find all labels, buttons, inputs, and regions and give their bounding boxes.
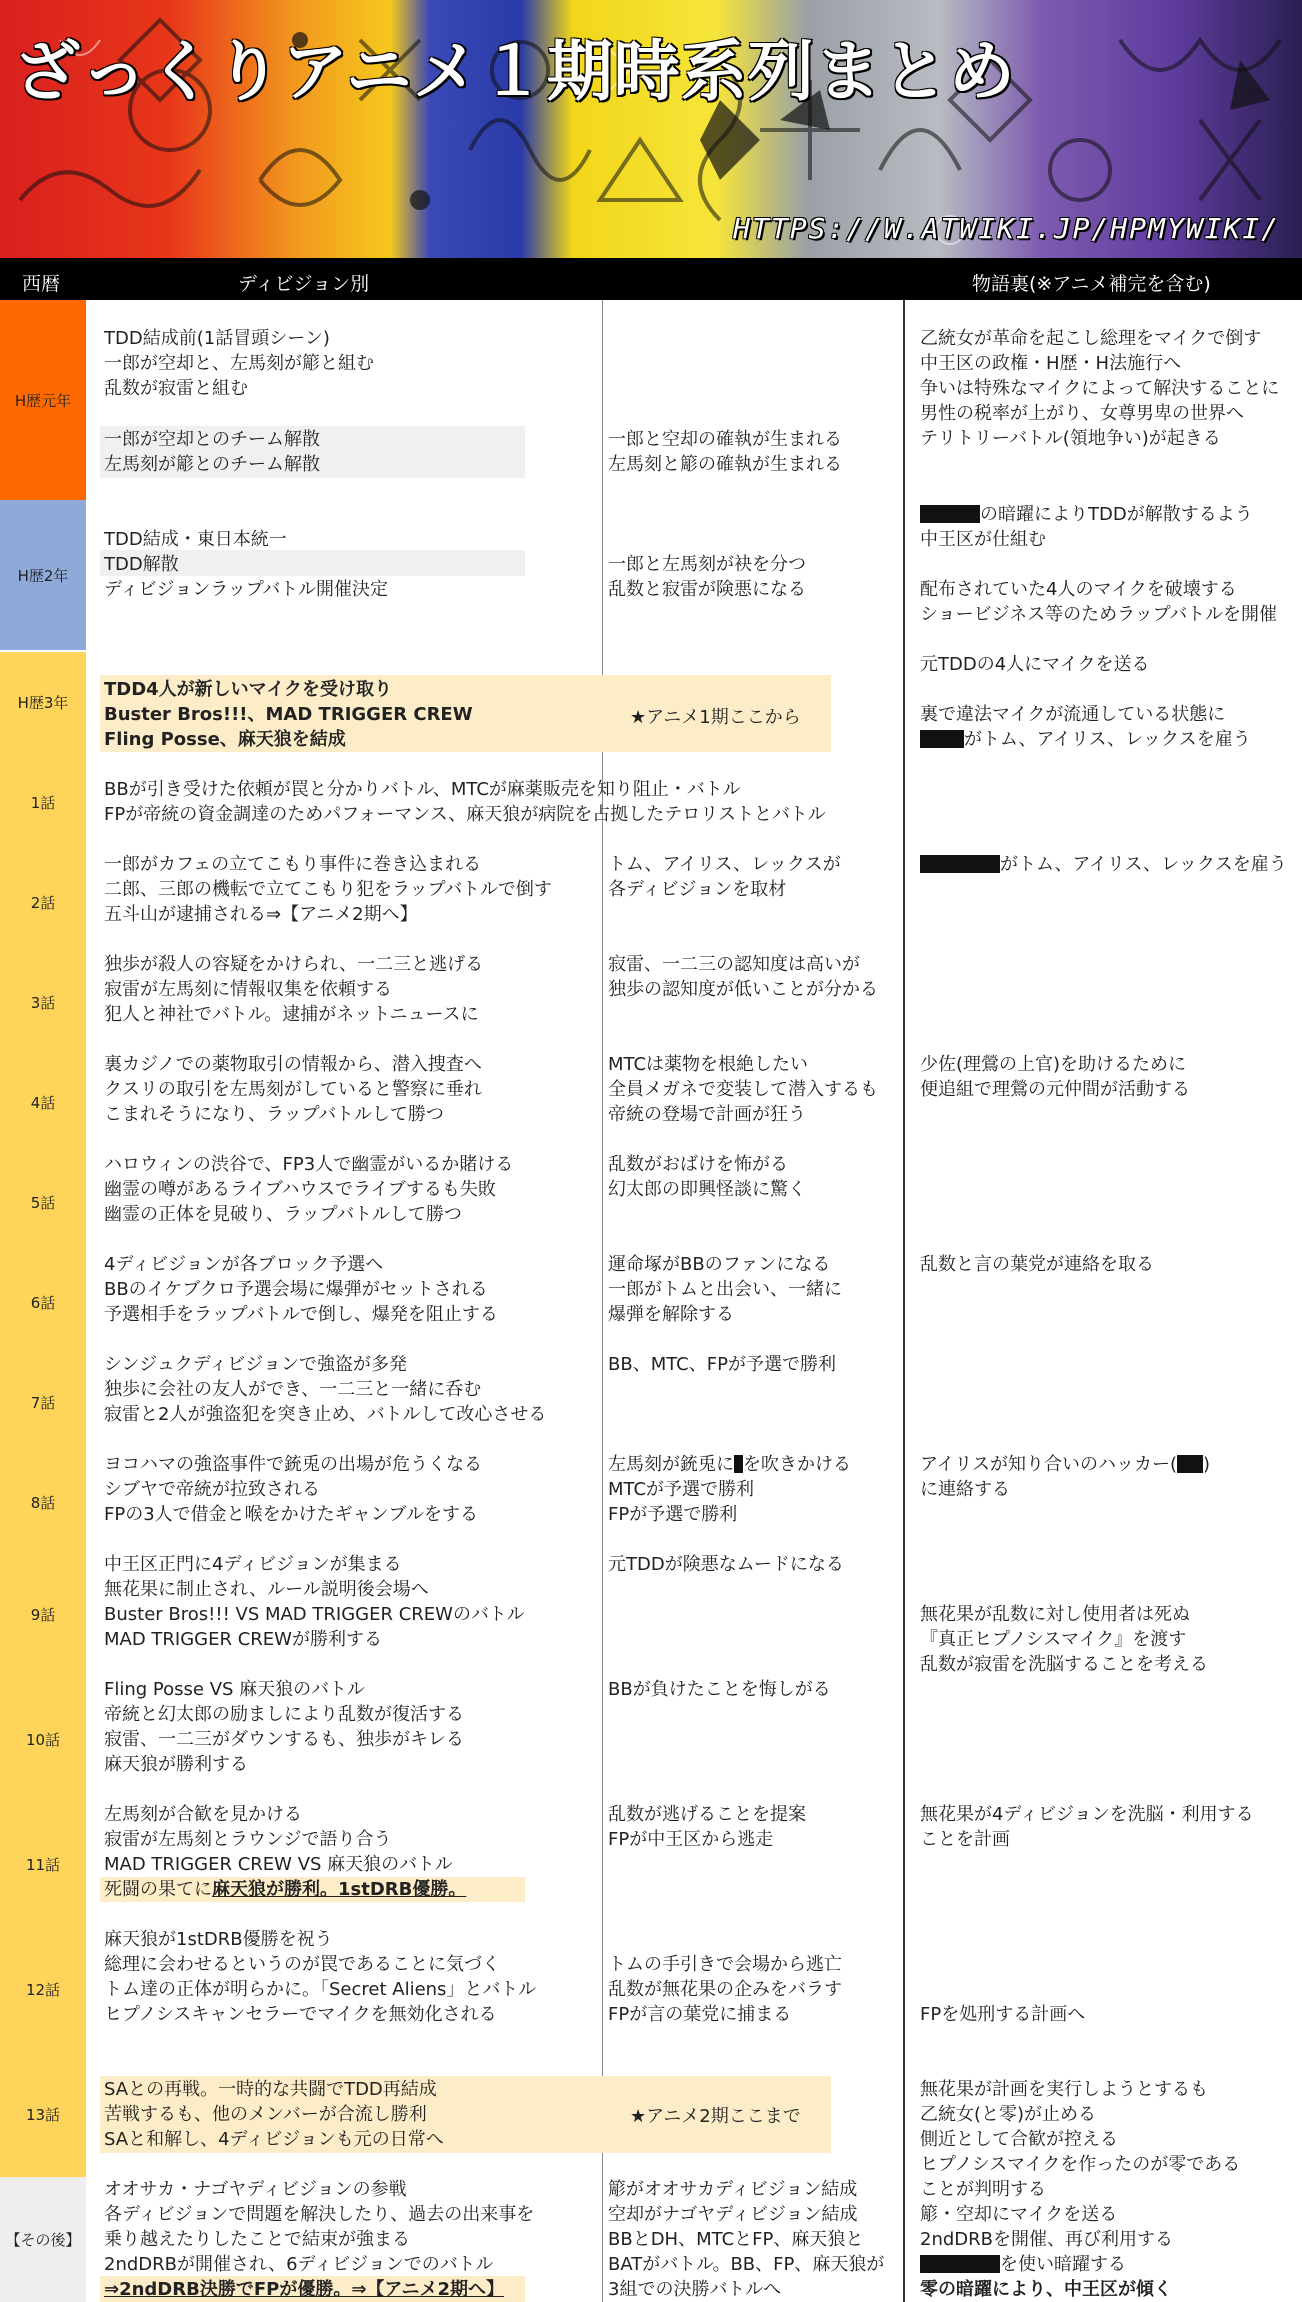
list-item: Fling Posse VS 麻天狼のバトル — [104, 1679, 365, 1700]
list-item: 無花果に制止され、ルール説明後会場へ — [104, 1579, 429, 1600]
list-item: BBが負けたことを悔しがる — [608, 1679, 831, 1700]
list-item: 左馬刻が合歓を見かける — [104, 1804, 302, 1825]
list-item: 中王区が仕組む — [920, 529, 1046, 550]
list-item: 乱数と寂雷が険悪になる — [608, 579, 806, 600]
list-item: 乱数と言の葉党が連絡を取る — [920, 1254, 1154, 1275]
list-item: Buster Bros!!! VS MAD TRIGGER CREWのバトル — [104, 1604, 525, 1625]
list-item: FPが言の葉党に捕まる — [608, 2004, 792, 2025]
list-item: 配布されていた4人のマイクを破壊する — [920, 579, 1237, 600]
behind-ep6 — [920, 1252, 1154, 1277]
list-item: 『真正ヒプノシスマイク』を渡す — [920, 1629, 1187, 1650]
list-item: ショービジネス等のためラップバトルを開催 — [920, 604, 1277, 625]
main-ep4 — [104, 1052, 482, 1127]
list-item: BB、MTC、FPが予選で勝利 — [608, 1354, 836, 1375]
wiki-url: HTTPS://W.ATWIKI.JP/HPMYWIKI/ — [733, 212, 1280, 245]
column-divider — [903, 300, 905, 2302]
list-item: MAD TRIGGER CREWが勝利する — [104, 1629, 382, 1650]
behind-h1 — [920, 326, 1279, 451]
list-item: 2ndDRBが開催され、6ディビジョンでのバトル — [104, 2254, 494, 2275]
list-item: 争いは特殊なマイクによって解決することに — [920, 378, 1280, 399]
era-ep5: 5話 — [0, 1152, 86, 1252]
main-ep3 — [104, 952, 483, 1027]
list-item: シンジュクディビジョンで強盗が多発 — [104, 1354, 407, 1375]
list-item: ハロウィンの渋谷で、FP3人で幽霊がいるか賭ける — [104, 1154, 514, 1175]
behind-h2 — [920, 502, 1277, 627]
mid-ep3 — [608, 952, 878, 1002]
list-item — [920, 552, 1277, 577]
main-ep6 — [104, 1252, 498, 1327]
list-item: 全員メガネで変装して潜入するも — [608, 1079, 878, 1100]
list-item: 無花果が計画を実行しようとするも — [920, 2079, 1208, 2100]
ep8-mid-lead: 左馬刻が銃兎に — [608, 1454, 734, 1475]
list-item: 爆弾を解除する — [608, 1304, 734, 1325]
list-item: TDD4人が新しいマイクを受け取り — [104, 679, 392, 700]
list-item: 無花果が乱数に対し使用者は死ぬ — [920, 1604, 1190, 1625]
header-era: 西暦 — [22, 273, 61, 295]
ep8-behind-tail: ) — [1203, 1454, 1211, 1475]
list-item: 一郎がカフェの立てこもり事件に巻き込まれる — [104, 854, 482, 875]
mid-ep12 — [608, 1952, 842, 2027]
list-item: 苦戦するも、他のメンバーが合流し勝利 — [104, 2104, 427, 2125]
behind-ep9 — [920, 1602, 1208, 1677]
list-item: FPが帝統の資金調達のためパフォーマンス、麻天狼が病院を占拠したテロリストとバトル — [104, 804, 826, 825]
main-ep8 — [104, 1452, 482, 1527]
list-item: 寂雷と2人が強盗犯を突き止め、バトルして改心させる — [104, 1404, 547, 1425]
mid-ep10 — [608, 1677, 831, 1702]
list-item: 二郎、三郎の機転で立てこもり犯をラップバトルで倒す — [104, 879, 552, 900]
list-item: 乱数が寂雷と組む — [104, 378, 248, 399]
list-item: ことが判明する — [920, 2179, 1046, 2200]
list-item: 麻天狼が勝利する — [104, 1754, 248, 1775]
column-divider — [602, 300, 603, 2302]
list-item: TDD解散 — [104, 554, 179, 575]
main-ep9 — [104, 1552, 525, 1652]
list-item: 乱数が逃げることを提案 — [608, 1804, 806, 1825]
list-item: テリトリーバトル(領地争い)が起きる — [920, 428, 1221, 449]
era-ep12: 12話 — [0, 1927, 86, 2052]
era-ep2: 2話 — [0, 852, 86, 952]
main-ep1 — [104, 777, 826, 827]
list-item: 独歩の認知度が低いことが分かる — [608, 979, 878, 1000]
list-item: 乗り越えたりしたことで結束が強まる — [104, 2229, 410, 2250]
main-ep11 — [104, 1802, 466, 1902]
redacted-block — [920, 505, 980, 523]
list-item: 幻太郎の即興怪談に驚く — [608, 1179, 806, 1200]
list-item: 一郎が空却とのチーム解散 — [104, 429, 320, 450]
list-item: 元TDDが険悪なムードになる — [608, 1554, 844, 1575]
list-item: こまれそうになり、ラップバトルして勝つ — [104, 1104, 444, 1125]
redacted-block — [920, 2255, 1000, 2273]
main-ep2 — [104, 852, 552, 927]
list-item: 裏カジノでの薬物取引の情報から、潜入捜査へ — [104, 1054, 482, 1075]
era-ep9: 9話 — [0, 1552, 86, 1677]
era-ep13: 13話 — [0, 2052, 86, 2177]
era-ep11: 11話 — [0, 1802, 86, 1927]
behind-ep11 — [920, 1802, 1254, 1852]
h2-behind-lead: の暗躍によりTDDが解散するよう — [980, 504, 1253, 525]
page-title: ざっくりアニメ１期時系列まとめ — [14, 33, 1016, 110]
list-item: シブヤで帝統が拉致される — [104, 1479, 320, 1500]
main-ep10 — [104, 1677, 464, 1777]
list-item: に連絡する — [920, 1479, 1010, 1500]
list-item: トムの手引きで会場から逃亡 — [608, 1954, 842, 1975]
behind-ep12 — [920, 2002, 1085, 2027]
ep2-behind-tail: がトム、アイリス、レックスを雇う — [1000, 854, 1287, 875]
list-item: ヒプノシスキャンセラーでマイクを無効化される — [104, 2004, 497, 2025]
list-item: 乱数がおばけを怖がる — [608, 1154, 788, 1175]
ep8-mid-tail: を吹きかける — [743, 1454, 851, 1475]
list-item — [920, 677, 1251, 702]
list-item: 少佐(理鶯の上官)を助けるために — [920, 1054, 1187, 1075]
redacted-block — [734, 1455, 743, 1473]
list-item: BBとDH、MTCとFP、麻天狼と — [608, 2229, 864, 2250]
list-item: 一郎と左馬刻が袂を分つ — [608, 554, 806, 575]
list-item: MTCが予選で勝利 — [608, 1479, 755, 1500]
behind-ep2 — [920, 852, 1287, 877]
behind-ep8 — [920, 1452, 1210, 1502]
mid-ep5 — [608, 1152, 806, 1202]
mid-ep4 — [608, 1052, 878, 1127]
anime1-start-marker: ★アニメ1期ここから — [630, 707, 801, 728]
list-item: 独歩に会社の友人ができ、一二三と一緒に呑む — [104, 1379, 482, 1400]
list-item: ことを計画 — [920, 1829, 1010, 1850]
mid-ep8 — [608, 1452, 851, 1527]
mid-after — [608, 2177, 884, 2302]
list-item — [920, 2252, 1240, 2277]
header-banner — [0, 0, 1302, 258]
era-ep6: 6話 — [0, 1252, 86, 1352]
list-item: 予選相手をラップバトルで倒し、爆発を阻止する — [104, 1304, 498, 1325]
list-item: MAD TRIGGER CREW VS 麻天狼のバトル — [104, 1854, 453, 1875]
h3-behind-tail: がトム、アイリス、レックスを雇う — [964, 729, 1251, 750]
redacted-block — [920, 730, 964, 748]
list-item: TDD結成・東日本統一 — [104, 529, 287, 550]
list-item: FPを処刑する計画へ — [920, 2004, 1086, 2025]
list-item: BATがバトル。BB、FP、麻天狼が — [608, 2254, 885, 2275]
list-item: 帝統の登場で計画が狂う — [608, 1104, 806, 1125]
list-item: ヒプノシスマイクを作ったのが零である — [920, 2154, 1241, 2175]
mid-ep7 — [608, 1352, 836, 1377]
list-item: トム達の正体が明らかに。「Secret Aliens」とバトル — [104, 1979, 537, 2000]
list-item: 寂雷、一二三の認知度は高いが — [608, 954, 860, 975]
list-item: 中王区の政権・H歴・H法施行へ — [920, 353, 1182, 374]
list-item: FPの3人で借金と喉をかけたギャンブルをする — [104, 1504, 478, 1525]
list-item: BBが引き受けた依頼が罠と分かりバトル、MTCが麻薬販売を知り阻止・バトル — [104, 779, 741, 800]
list-item: 寂雷、一二三がダウンするも、独歩がキレる — [104, 1729, 464, 1750]
ep13-behind-tail: を使い暗躍する — [1000, 2254, 1126, 2275]
list-item: 乱数が無花果の企みをバラす — [608, 1979, 842, 2000]
list-item: 幽霊の正体を見破り、ラップバトルして勝つ — [104, 1204, 462, 1225]
mid-ep6 — [608, 1252, 842, 1327]
era-ep7: 7話 — [0, 1352, 86, 1452]
era-h1: H歴元年 — [0, 300, 86, 500]
redacted-block — [920, 855, 1000, 873]
era-ep10: 10話 — [0, 1677, 86, 1802]
list-item: 便追組で理鶯の元仲間が活動する — [920, 1079, 1190, 1100]
list-item: 裏で違法マイクが流通している状態に — [920, 704, 1226, 725]
ep11-lead: 死闘の果てに — [104, 1879, 212, 1900]
era-ep8: 8話 — [0, 1452, 86, 1552]
list-item: 各ディビジョンを取材 — [608, 879, 787, 900]
list-item: トム、アイリス、レックスが — [608, 854, 841, 875]
ep11-winner: 麻天狼が勝利。1stDRB優勝。 — [212, 1879, 467, 1900]
list-item: BBのイケブクロ予選会場に爆弾がセットされる — [104, 1279, 488, 1300]
list-item: 乙統女が革命を起こし総理をマイクで倒す — [920, 328, 1262, 349]
main-ep13 — [104, 2077, 444, 2152]
main-ep12 — [104, 1927, 536, 2027]
list-item: 運命塚がBBのファンになる — [608, 1254, 831, 1275]
list-item: 簓・空却にマイクを送る — [920, 2204, 1118, 2225]
list-item: 側近として合歓が控える — [920, 2129, 1118, 2150]
anime2-end-marker: ★アニメ2期ここまで — [630, 2106, 801, 2127]
list-item: FPが中王区から逃走 — [608, 1829, 774, 1850]
mid-h1 — [608, 427, 842, 477]
main-ep5 — [104, 1152, 513, 1227]
list-item — [608, 1452, 851, 1477]
header-behind: 物語裏(※アニメ補完を含む) — [972, 273, 1211, 295]
header-division: ディビジョン別 — [238, 273, 370, 295]
list-item: 寂雷が左馬刻とラウンジで語り合う — [104, 1829, 392, 1850]
behind-ep4 — [920, 1052, 1190, 1102]
list-item: TDD結成前(1話冒頭シーン) — [104, 328, 330, 349]
main-h3 — [104, 677, 473, 752]
list-item: ヨコハマの強盗事件で銃兎の出場が危うくなる — [104, 1454, 482, 1475]
list-item: オオサカ・ナゴヤディビジョンの参戦 — [104, 2179, 407, 2200]
mid-ep11 — [608, 1802, 806, 1852]
era-ep4: 4話 — [0, 1052, 86, 1152]
list-item: ディビジョンラップバトル開催決定 — [104, 579, 389, 600]
list-item: 零の暗躍により、中王区が傾く — [920, 2279, 1172, 2300]
list-item: 2ndDRBを開催、再び利用する — [920, 2229, 1174, 2250]
behind-h3 — [920, 652, 1251, 752]
list-item: 4ディビジョンが各ブロック予選へ — [104, 1254, 384, 1275]
list-item: 左馬刻が簓とのチーム解散 — [104, 454, 320, 475]
list-item: クスリの取引を左馬刻がしていると警察に垂れ — [104, 1079, 482, 1100]
list-item: FPが予選で勝利 — [608, 1504, 738, 1525]
list-item: 各ディビジョンで問題を解決したり、過去の出来事を — [104, 2204, 535, 2225]
list-item: 左馬刻と簓の確執が生まれる — [608, 454, 842, 475]
list-item: Buster Bros!!!、MAD TRIGGER CREW — [104, 704, 473, 725]
list-item: Fling Posse、麻天狼を結成 — [104, 729, 346, 750]
list-item — [920, 502, 1277, 527]
era-ep3: 3話 — [0, 952, 86, 1052]
main-h2 — [104, 527, 388, 602]
mid-ep2 — [608, 852, 841, 902]
table-header — [0, 258, 1302, 300]
list-item: 総理に会わせるというのが罠であることに気づく — [104, 1954, 500, 1975]
list-item: 中王区正門に4ディビジョンが集まる — [104, 1554, 402, 1575]
list-item: ⇒2ndDRB決勝でFPが優勝。⇒【アニメ2期へ】 — [104, 2279, 505, 2300]
list-item: 元TDDの4人にマイクを送る — [920, 654, 1150, 675]
list-item: 無花果が4ディビジョンを洗脳・利用する — [920, 1804, 1254, 1825]
list-item: 一郎が空却と、左馬刻が簓と組む — [104, 353, 374, 374]
list-item: 一郎がトムと出会い、一緒に — [608, 1279, 842, 1300]
list-item: 男性の税率が上がり、女尊男卑の世界へ — [920, 403, 1244, 424]
list-item: MTCは薬物を根絶したい — [608, 1054, 809, 1075]
list-item: 麻天狼が1stDRB優勝を祝う — [104, 1929, 333, 1950]
list-item — [920, 852, 1287, 877]
list-item: SAとの再戦。一時的な共闘でTDD再結成 — [104, 2079, 437, 2100]
list-item: 3組での決勝バトルへ — [608, 2279, 782, 2300]
main-after — [104, 2177, 534, 2302]
list-item: 独歩が殺人の容疑をかけられ、一二三と逃げる — [104, 954, 484, 975]
main-ep7 — [104, 1352, 546, 1427]
list-item: 簓がオオサカディビジョン結成 — [608, 2179, 858, 2200]
behind-ep13 — [920, 2077, 1240, 2302]
list-item: 空却がナゴヤディビジョン結成 — [608, 2204, 858, 2225]
redacted-block — [1177, 1455, 1203, 1473]
ep8-behind-lead: アイリスが知り合いのハッカー( — [920, 1454, 1178, 1475]
list-item: SAと和解し、4ディビジョンも元の日常へ — [104, 2129, 444, 2150]
list-item: 五斗山が逮捕される⇒【アニメ2期へ】 — [104, 904, 418, 925]
era-ep1: 1話 — [0, 752, 86, 852]
list-item — [104, 1877, 466, 1902]
era-h3: H歴3年 — [0, 652, 86, 752]
list-item: 乱数が寂雷を洗脳することを考える — [920, 1654, 1208, 1675]
list-item: 一郎と空却の確執が生まれる — [608, 429, 842, 450]
list-item — [920, 1452, 1210, 1477]
era-h2: H歴2年 — [0, 500, 86, 650]
list-item: 幽霊の噂があるライブハウスでライブするも失敗 — [104, 1179, 496, 1200]
mid-h2 — [608, 552, 806, 602]
list-item — [920, 727, 1251, 752]
main-h1a — [104, 326, 374, 401]
mid-ep9 — [608, 1552, 844, 1577]
list-item: 帝統と幻太郎の励ましにより乱数が復活する — [104, 1704, 464, 1725]
list-item: 寂雷が左馬刻に情報収集を依頼する — [104, 979, 392, 1000]
main-h1b — [104, 427, 320, 477]
list-item: 乙統女(と零)が止める — [920, 2104, 1097, 2125]
list-item: 犯人と神社でバトル。逮捕がネットニュースに — [104, 1004, 479, 1025]
era-after: 【その後】 — [0, 2177, 86, 2302]
